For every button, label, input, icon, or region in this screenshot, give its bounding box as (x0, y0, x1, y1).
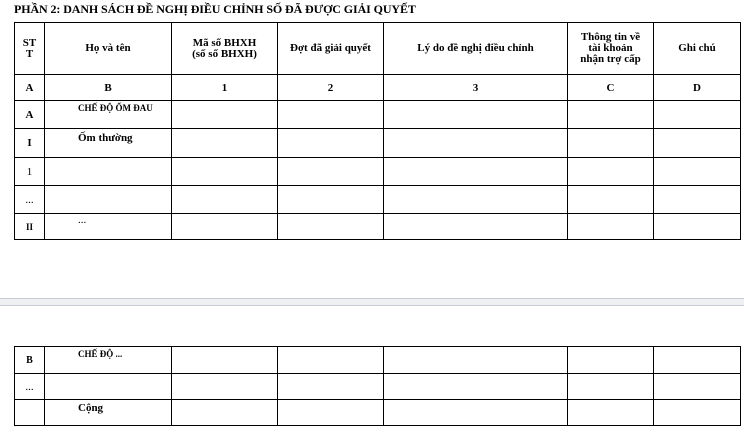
code-bhxh: 1 (172, 75, 278, 101)
table-row (15, 347, 741, 374)
row-stt: ... (15, 374, 45, 400)
row-lydo-cell[interactable] (384, 347, 568, 374)
row-ghichu-cell[interactable] (654, 129, 741, 158)
row-lydo-cell[interactable] (384, 129, 568, 158)
row-taikhoan-cell[interactable] (568, 214, 654, 240)
row-bhxh-cell[interactable] (172, 158, 278, 186)
header-dot: Đợt đã giải quyết (278, 23, 384, 75)
row-dot-cell[interactable] (278, 129, 384, 158)
row-bhxh-cell[interactable] (172, 186, 278, 214)
row-lydo-cell[interactable] (384, 101, 568, 129)
row-taikhoan-cell[interactable] (568, 400, 654, 426)
row-ghichu-cell[interactable] (654, 158, 741, 186)
row-name: ... (45, 214, 172, 240)
table-row (15, 101, 741, 129)
header-bhxh: Mã số BHXH (số sổ BHXH) (172, 23, 278, 75)
row-ghichu-cell[interactable] (654, 186, 741, 214)
row-bhxh-cell[interactable] (172, 400, 278, 426)
header-stt: ST T (15, 23, 45, 75)
row-stt: 1 (15, 158, 45, 186)
row-stt: II (15, 214, 45, 240)
total-label: Cộng (45, 400, 172, 426)
row-name: Ốm thường (45, 129, 172, 158)
header-name: Họ và tên (45, 23, 172, 75)
table-row (15, 158, 741, 186)
row-taikhoan-cell[interactable] (568, 101, 654, 129)
row-stt (15, 400, 45, 426)
row-lydo-cell[interactable] (384, 186, 568, 214)
row-name (45, 158, 172, 186)
row-dot-cell[interactable] (278, 158, 384, 186)
total-row (15, 400, 741, 426)
row-dot-cell[interactable] (278, 400, 384, 426)
row-name-text: CHẾ ĐỘ ... (78, 349, 123, 359)
row-name (45, 374, 172, 400)
code-dot: 2 (278, 75, 384, 101)
header-lydo: Lý do đề nghị điều chỉnh (384, 23, 568, 75)
row-bhxh-cell[interactable] (172, 374, 278, 400)
header-row (15, 23, 741, 75)
row-name (45, 186, 172, 214)
code-row (15, 75, 741, 101)
row-bhxh-cell[interactable] (172, 214, 278, 240)
row-stt: A (15, 101, 45, 129)
row-bhxh-cell[interactable] (172, 129, 278, 158)
row-dot-cell[interactable] (278, 101, 384, 129)
row-taikhoan-cell[interactable] (568, 158, 654, 186)
row-taikhoan-cell[interactable] (568, 374, 654, 400)
row-taikhoan-cell[interactable] (568, 129, 654, 158)
row-lydo-cell[interactable] (384, 400, 568, 426)
code-ghichu: D (654, 75, 741, 101)
row-bhxh-cell[interactable] (172, 101, 278, 129)
row-name (45, 101, 172, 129)
row-taikhoan-cell[interactable] (568, 347, 654, 374)
code-taikhoan: C (568, 75, 654, 101)
row-ghichu-cell[interactable] (654, 214, 741, 240)
table-row (15, 186, 741, 214)
row-lydo-cell[interactable] (384, 374, 568, 400)
row-name-text: CHẾ ĐỘ ỐM ĐAU (78, 103, 153, 113)
adjustment-list-table-continued (14, 346, 741, 426)
row-stt: I (15, 129, 45, 158)
row-stt: B (15, 347, 45, 374)
row-dot-cell[interactable] (278, 186, 384, 214)
table-row (15, 374, 741, 400)
table-row (15, 214, 741, 240)
row-bhxh-cell[interactable] (172, 347, 278, 374)
row-name (45, 347, 172, 374)
row-lydo-cell[interactable] (384, 214, 568, 240)
table-row (15, 129, 741, 158)
header-taikhoan: Thông tin về tài khoản nhận trợ cấp (568, 23, 654, 75)
row-ghichu-cell[interactable] (654, 347, 741, 374)
code-stt: A (15, 75, 45, 101)
row-dot-cell[interactable] (278, 214, 384, 240)
page-break (0, 298, 744, 306)
row-dot-cell[interactable] (278, 347, 384, 374)
row-stt: ... (15, 186, 45, 214)
row-ghichu-cell[interactable] (654, 400, 741, 426)
row-ghichu-cell[interactable] (654, 374, 741, 400)
code-lydo: 3 (384, 75, 568, 101)
adjustment-list-table (14, 22, 741, 240)
row-ghichu-cell[interactable] (654, 101, 741, 129)
code-name: B (45, 75, 172, 101)
section-title: PHẦN 2: DANH SÁCH ĐỀ NGHỊ ĐIỀU CHỈNH SỐ ĐÃ ĐƯỢC GIẢI QUYẾT (14, 2, 416, 16)
row-dot-cell[interactable] (278, 374, 384, 400)
header-ghichu: Ghi chú (654, 23, 741, 75)
row-taikhoan-cell[interactable] (568, 186, 654, 214)
row-lydo-cell[interactable] (384, 158, 568, 186)
